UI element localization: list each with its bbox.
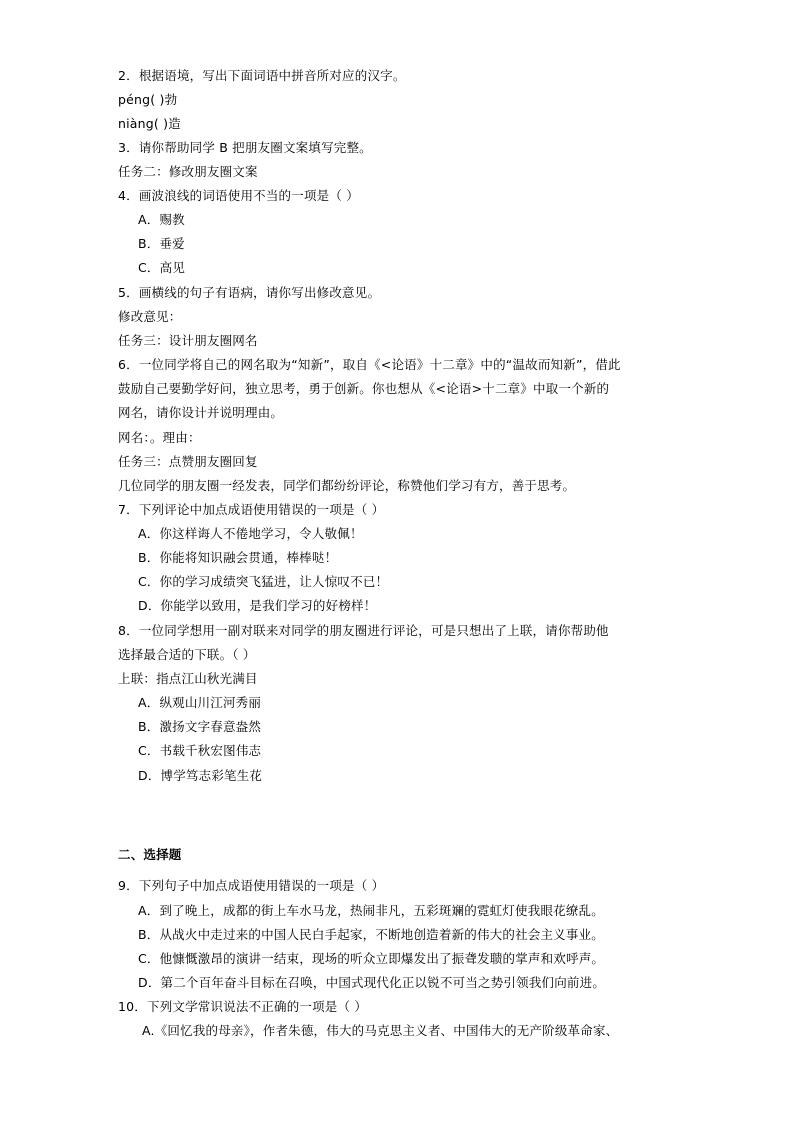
section-2-heading: 二、选择题 <box>118 847 182 862</box>
question-3-prompt: 3．请你帮助同学 B 把朋友圈文案填写完整。 <box>118 140 372 155</box>
question-9-prompt: 9．下列句子中加点成语使用错误的一项是（ ） <box>118 878 385 893</box>
context-paragraph: 几位同学的朋友圈一经发表，同学们都纷纷评论，称赞他们学习有方，善于思考。 <box>118 478 576 493</box>
question-7-prompt: 7．下列评论中加点成语使用错误的一项是（ ） <box>118 502 385 517</box>
question-8-line-1: 8．一位同学想用一副对联来对同学的朋友圈进行评论，可是只想出了上联，请你帮助他 <box>118 623 609 638</box>
question-6-line-1: 6．一位同学将自己的网名取为“知新”，取自《<论语》十二章》中的“温故而知新”，借此 <box>118 357 621 372</box>
question-2-prompt: 2．根据语境，写出下面词语中拼音所对应的汉字。 <box>118 68 406 83</box>
q7-option-b: B．你能将知识融会贯通，棒棒哒！ <box>138 550 338 565</box>
q9-option-a: A．到了晚上，成都的街上车水马龙，热闹非凡，五彩斑斓的霓虹灯使我眼花缭乱。 <box>138 903 604 918</box>
q9-option-c: C．他慷慨激昂的演讲一结束，现场的听众立即爆发出了振聋发聩的掌声和欢呼声。 <box>138 951 605 966</box>
q4-option-c: C．高见 <box>138 260 186 275</box>
question-8-line-2: 选择最合适的下联。（ ） <box>118 647 256 662</box>
q8-option-c: C．书载千秋宏图伟志 <box>138 743 262 758</box>
question-4-prompt: 4．画波浪线的词语使用不当的一项是（ ） <box>118 188 359 203</box>
q9-option-d: D．第二个百年奋斗目标在召唤，中国式现代化正以锐不可当之势引领我们向前进。 <box>138 975 606 990</box>
q8-option-d: D．博学笃志彩笔生花 <box>138 768 263 783</box>
question-6-line-2: 鼓励自己要勤学好问，独立思考，勇于创新。你也想从《<论语>十二章》中取一个新的 <box>118 381 610 396</box>
pinyin-item-1: péng( )勃 <box>118 92 178 107</box>
revision-label: 修改意见： <box>118 309 182 324</box>
task-3-heading: 任务三：设计朋友圈网名 <box>118 333 258 348</box>
q9-option-b: B．从战火中走过来的中国人民白手起家，不断地创造着新的伟大的社会主义事业。 <box>138 927 604 942</box>
question-10-prompt: 10．下列文学常识说法不正确的一项是（ ） <box>118 999 368 1014</box>
q7-option-a: A．你这样诲人不倦地学习，令人敬佩！ <box>138 526 363 541</box>
q7-option-c: C．你的学习成绩突飞猛进，让人惊叹不已！ <box>138 574 389 589</box>
q8-option-b: B．激扬文字春意盎然 <box>138 719 262 734</box>
q4-option-a: A．赐教 <box>138 212 185 227</box>
q8-option-a: A．纵观山川江河秀丽 <box>138 695 262 710</box>
couplet-first-line: 上联：指点江山秋光满目 <box>118 671 258 686</box>
task-3b-heading: 任务三：点赞朋友圈回复 <box>118 454 258 469</box>
question-6-line-3: 网名，请你设计并说明理由。 <box>118 405 284 420</box>
question-5-prompt: 5．画横线的句子有语病，请你写出修改意见。 <box>118 285 381 300</box>
q7-option-d: D．你能学以致用，是我们学习的好榜样！ <box>138 598 377 613</box>
task-2-heading: 任务二：修改朋友圈文案 <box>118 164 258 179</box>
q10-option-a: A.《回忆我的母亲》，作者朱德，伟大的马克思主义者、中国伟大的无产阶级革命家、 <box>142 1023 619 1038</box>
nickname-reason-label: 网名：。理由： <box>118 430 201 445</box>
pinyin-item-2: niàng( )造 <box>118 116 181 131</box>
q4-option-b: B．垂爱 <box>138 236 185 251</box>
